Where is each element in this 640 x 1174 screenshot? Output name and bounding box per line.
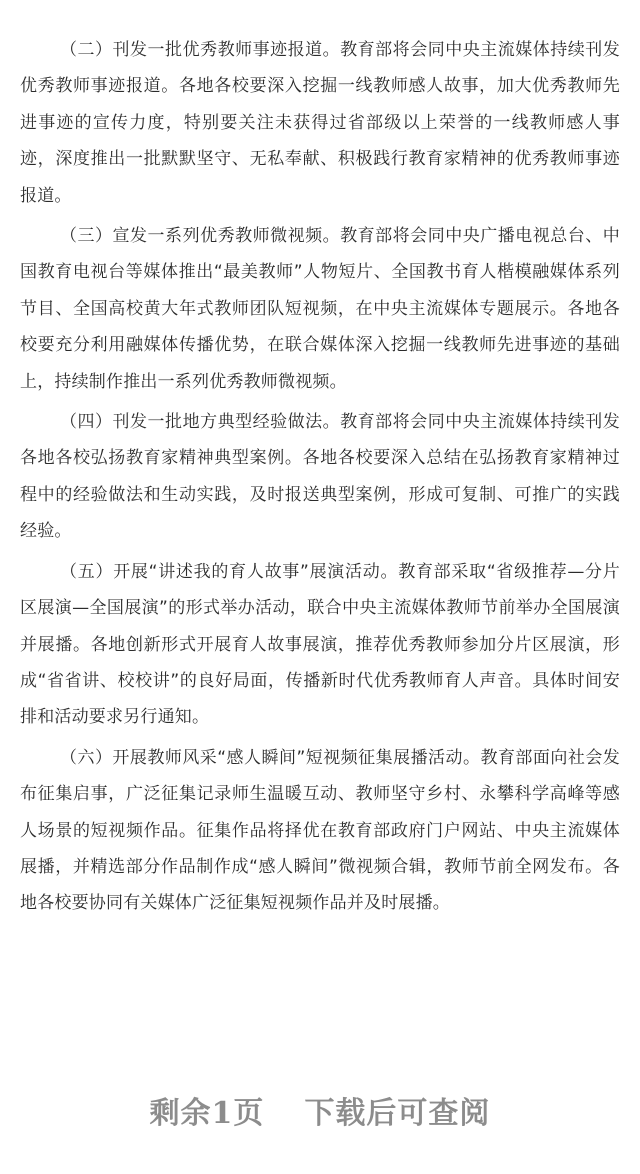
paragraph-6: （六）开展教师风采“感人瞬间”短视频征集展播活动。教育部面向社会发布征集启事，广泛征集记录师生温暖互动、教师坚守乡村、永攀科学高峰等感人场景的短视频作品。征集作品将择优在教育部政府门户网站、中央主流媒体展播，并精选部分作品制作成“感人瞬间”微视频合辑，教师节前全网发布。各地各校要协同有关媒体广泛征集短视频作品并及时展播。	[20, 747, 620, 914]
paragraph-2: （二）刊发一批优秀教师事迹报道。教育部将会同中央主流媒体持续刊发优秀教师事迹报道。各地各校要深入挖掘一线教师感人故事，加大优秀教师先进事迹的宣传力度，特别要关注未获得过省部级以上荣誉的一线教师感人事迹，深度推出一批默默坚守、无私奉献、积极践行教育家精神的优秀教师事迹报道。	[20, 40, 620, 206]
document-body	[20, 32, 620, 926]
paragraph-5: （五）开展“讲述我的育人故事”展演活动。教育部采取“省级推荐—分片区展演—全国展演”的形式举办活动，联合中央主流媒体教师节前举办全国展演并展播。各地创新形式开展育人故事展演，推荐优秀教师参加分片区展演，形成“省省讲、校校讲”的良好局面，传播新时代优秀教师育人声音。具体时间安排和活动要求另行通知。	[20, 561, 620, 728]
paragraph-4: （四）刊发一批地方典型经验做法。教育部将会同中央主流媒体持续刊发各地各校弘扬教育家精神典型案例。各地各校要深入总结在弘扬教育家精神过程中的经验做法和生动实践，及时报送典型案例，形成可复制、可推广的实践经验。	[20, 412, 620, 542]
paragraph-3: （三）宣发一系列优秀教师微视频。教育部将会同中央广播电视总台、中国教育电视台等媒体推出“最美教师”人物短片、全国教书育人楷模融媒体系列节目、全国高校黄大年式教师团队短视频，在中央主流媒体专题展示。各地各校要充分利用融媒体传播优势，在联合媒体深入挖掘一线教师先进事迹的基础上，持续制作推出一系列优秀教师微视频。	[20, 226, 620, 392]
download-prompt-banner[interactable]	[0, 1088, 640, 1132]
remaining-pages-label: 剩余1页	[149, 1096, 265, 1131]
download-to-view-label: 下载后可查阅	[304, 1096, 491, 1131]
